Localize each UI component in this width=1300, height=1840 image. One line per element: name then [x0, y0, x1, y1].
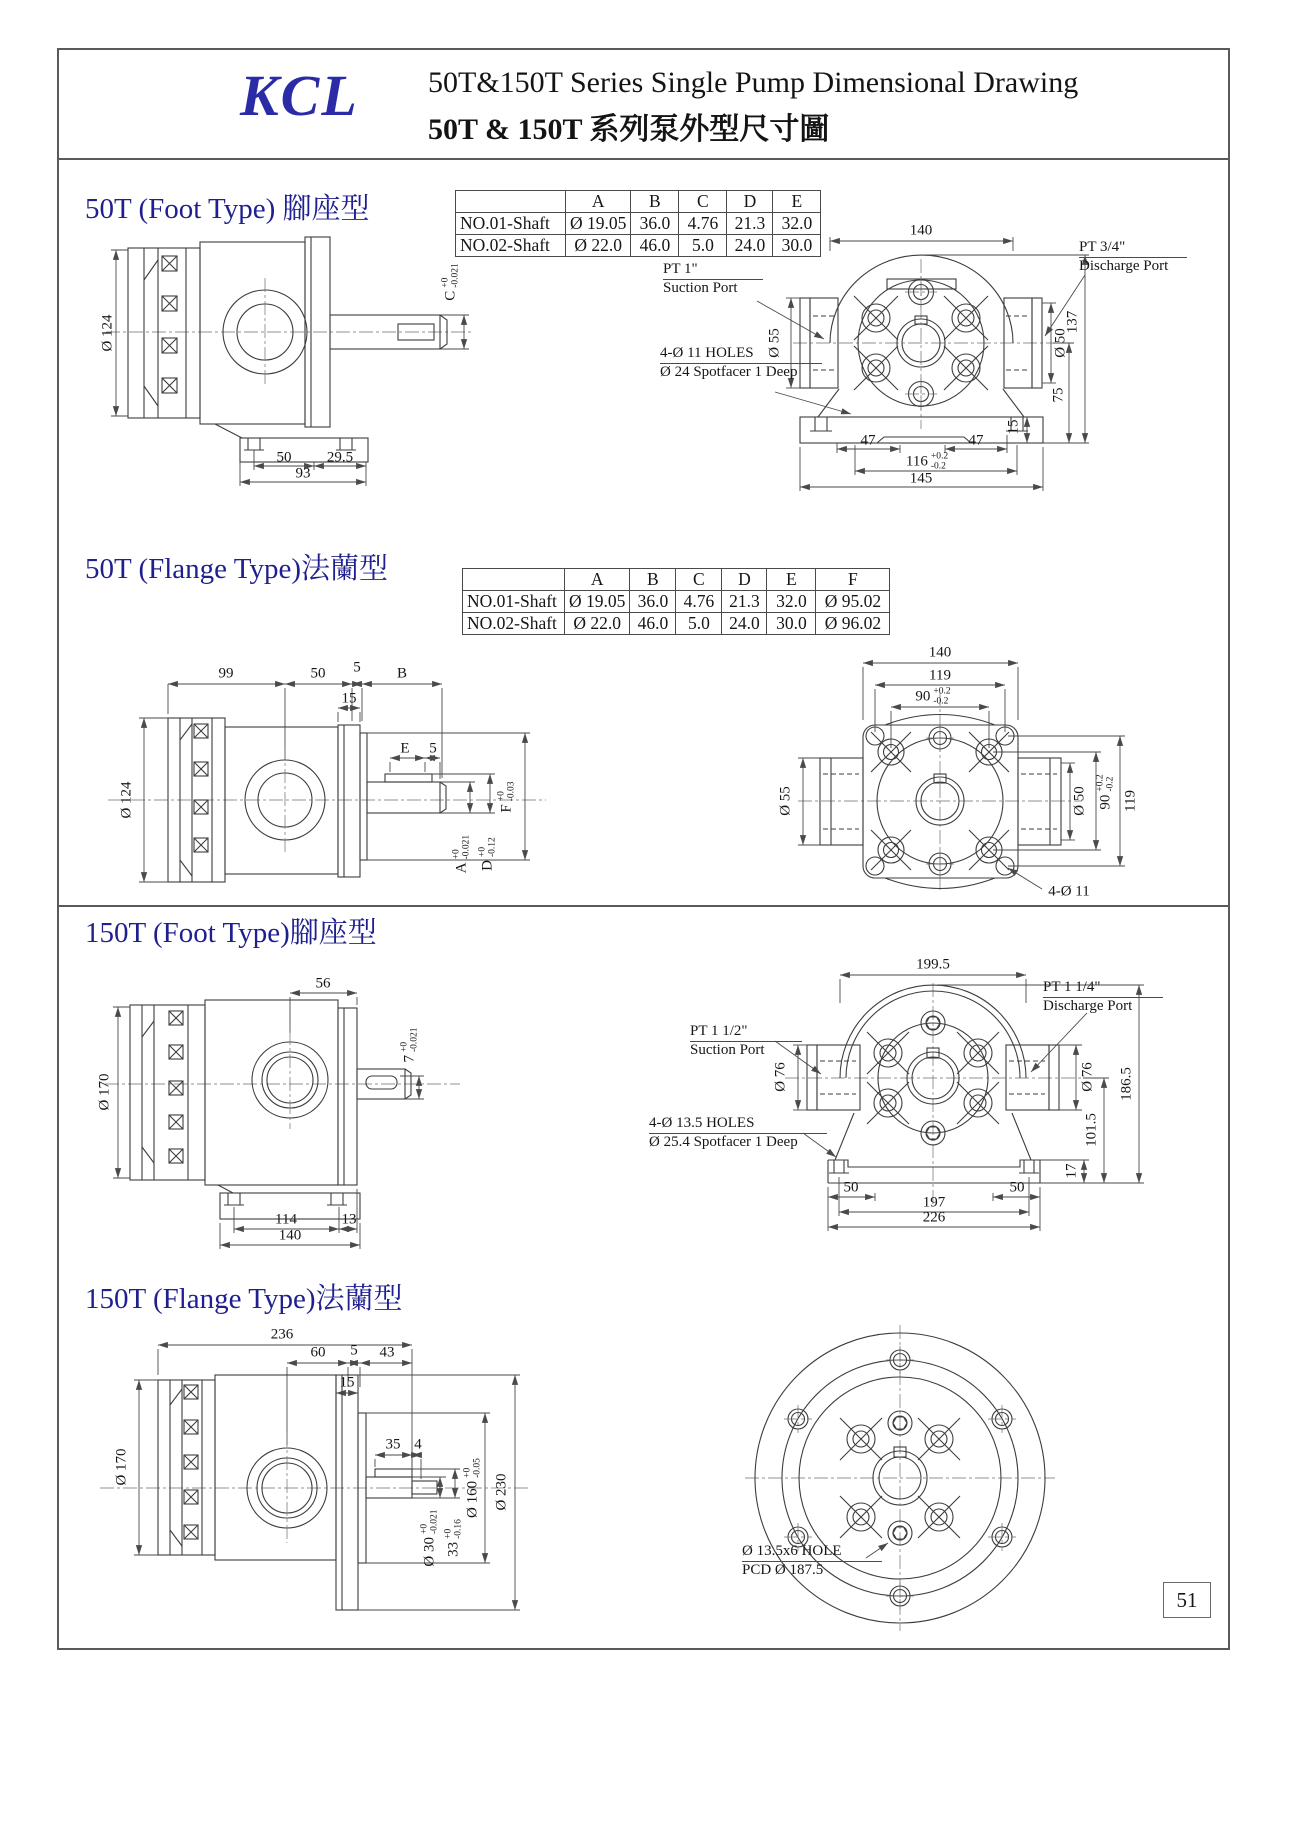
dim-50-left: 50 [843, 1179, 859, 1196]
dim-dia124: Ø 124 [99, 314, 116, 352]
dim-47-left: 47 [860, 432, 876, 449]
dim-15: 15 [1005, 419, 1022, 435]
dim-e: E [400, 740, 410, 757]
drawing-50t-foot-front [655, 195, 1185, 500]
dim-90: 90 +0.2 -0.2 [915, 686, 951, 707]
dim-90v: 90 +0.2 -0.2 [1095, 774, 1116, 810]
section-title-150t-foot: 150T (Foot Type)腳座型 [85, 917, 377, 949]
dim-75: 75 [1050, 387, 1067, 403]
table-row: NO.02-Shaft Ø 22.0 46.0 5.0 24.0 30.0 [456, 235, 821, 257]
dim-56: 56 [315, 975, 331, 992]
table-row: NO.02-Shaft Ø 22.0 46.0 5.0 24.0 30.0 Ø 96.02 [463, 613, 890, 635]
section-title-50t-flange: 50T (Flange Type)法蘭型 [85, 553, 388, 585]
mounting-holes-label: 4-Ø 13.5 HOLES Ø 25.4 Spotfacer 1 Deep [649, 1115, 827, 1151]
section-separator [57, 905, 1228, 907]
drawing-50t-flange-side [100, 642, 550, 897]
drawing-150t-foot-front [635, 945, 1215, 1280]
spec-table-50t-foot: A B C D E NO.01-Shaft Ø 19.05 36.0 4.76 21.3 32.0 NO.02-Shaft Ø 22.0 46.0 5.0 24.0 30.0 [455, 190, 821, 257]
dim-50-right: 50 [1009, 1179, 1025, 1196]
dim-13: 13 [341, 1211, 357, 1228]
suction-port-label: PT 1" Suction Port [663, 261, 763, 297]
dim-dia76-right: Ø 76 [1079, 1062, 1096, 1092]
kcl-logo: KCL [240, 63, 359, 128]
dim-4: 4 [414, 1436, 422, 1453]
dim-dia55: Ø 55 [766, 328, 783, 358]
dim-dia170: Ø 170 [113, 1448, 130, 1486]
suction-port-label: PT 1 1/2" Suction Port [690, 1023, 802, 1059]
dim-226: 226 [922, 1209, 946, 1226]
dim-29-5: 29.5 [326, 449, 354, 466]
dim-a: A +0 -0.021 [451, 834, 472, 874]
drawing-150t-flange-front [660, 1315, 1130, 1640]
section-title-150t-flange: 150T (Flange Type)法蘭型 [85, 1283, 403, 1315]
dim-dia30: Ø 30 +0 -0.021 [419, 1509, 440, 1567]
dim-dia76-left: Ø 76 [772, 1062, 789, 1092]
spec-table-50t-flange: A B C D E F NO.01-Shaft Ø 19.05 36.0 4.76 21.3 32.0 Ø 95.02 NO.02-Shaft Ø 22.0 46.0 5.0 24.0 30.0 Ø 96.02 [462, 568, 890, 635]
dim-e5: 5 [429, 740, 437, 757]
dim-4-dia11: 4-Ø 11 [1048, 883, 1090, 900]
dim-shaft-c: C +0 -0.021 [440, 263, 461, 301]
table-row: NO.01-Shaft Ø 19.05 36.0 4.76 21.3 32.0 Ø 95.02 [463, 591, 890, 613]
dim-140: 140 [928, 644, 952, 661]
dim-236: 236 [270, 1326, 294, 1343]
dim-116: 116 +0.2 -0.2 [905, 451, 949, 472]
dim-dia55: Ø 55 [777, 786, 794, 816]
drawing-50t-flange-front [695, 640, 1175, 905]
dim-47-right: 47 [968, 432, 984, 449]
dim-7: 7 +0 -0.021 [399, 1027, 420, 1063]
dim-5: 5 [353, 659, 361, 676]
dim-60: 60 [310, 1344, 326, 1361]
dim-50: 50 [276, 449, 292, 466]
dim-50: 50 [310, 665, 326, 682]
drawing-150t-foot-side [95, 975, 470, 1275]
dim-99: 99 [218, 665, 234, 682]
section-title-50t-foot: 50T (Foot Type) 腳座型 [85, 193, 370, 225]
dim-dia50: Ø 50 [1071, 786, 1088, 816]
dim-140: 140 [278, 1227, 302, 1244]
dim-dia170: Ø 170 [96, 1073, 113, 1111]
dim-119: 119 [929, 667, 951, 684]
dim-dia50: Ø 50 [1052, 328, 1069, 358]
dim-101-5: 101.5 [1083, 1113, 1100, 1147]
dim-197: 197 [922, 1194, 946, 1211]
dim-119v: 119 [1122, 790, 1139, 812]
dim-dia160: Ø 160 +0 -0.05 [462, 1458, 483, 1518]
dim-114: 114 [275, 1211, 297, 1228]
dim-93: 93 [295, 465, 311, 482]
dim-35: 35 [385, 1436, 401, 1453]
mounting-holes-label: 4-Ø 11 HOLES Ø 24 Spotfacer 1 Deep [660, 345, 822, 381]
page-title-zh: 50T & 150T 系列泵外型尺寸圖 [428, 113, 830, 146]
pcd-holes-label: Ø 13.5x6 HOLE PCD Ø 187.5 [742, 1543, 882, 1579]
page-number: 51 [1163, 1582, 1211, 1618]
dim-140: 140 [909, 222, 933, 239]
header-separator [57, 158, 1228, 160]
drawing-50t-foot-side [100, 212, 480, 492]
dim-17: 17 [1063, 1163, 1080, 1179]
dim-15: 15 [339, 1374, 355, 1391]
front-view-150t-flange-linework [660, 1315, 1130, 1640]
discharge-port-label: PT 1 1/4" Discharge Port [1043, 979, 1163, 1015]
dim-43: 43 [379, 1344, 395, 1361]
dim-33: 33 +0 -0.16 [443, 1519, 464, 1557]
dim-dia230: Ø 230 [493, 1473, 510, 1511]
dim-f: F +0 -0.03 [496, 781, 517, 813]
dim-145: 145 [909, 470, 933, 487]
drawing-150t-flange-side [90, 1325, 540, 1645]
dim-186-5: 186.5 [1118, 1067, 1135, 1101]
table-row: NO.01-Shaft Ø 19.05 36.0 4.76 21.3 32.0 [456, 213, 821, 235]
dim-b: B [396, 665, 408, 682]
page-title-en: 50T&150T Series Single Pump Dimensional Drawing [428, 66, 1079, 99]
dim-15: 15 [341, 690, 357, 707]
dim-dia124: Ø 124 [118, 781, 135, 819]
dim-137: 137 [1064, 310, 1081, 334]
discharge-port-label: PT 3/4" Discharge Port [1079, 239, 1187, 275]
dim-199-5: 199.5 [916, 956, 950, 973]
dim-5: 5 [350, 1342, 358, 1359]
dim-d: D +0 -0.12 [477, 837, 498, 871]
